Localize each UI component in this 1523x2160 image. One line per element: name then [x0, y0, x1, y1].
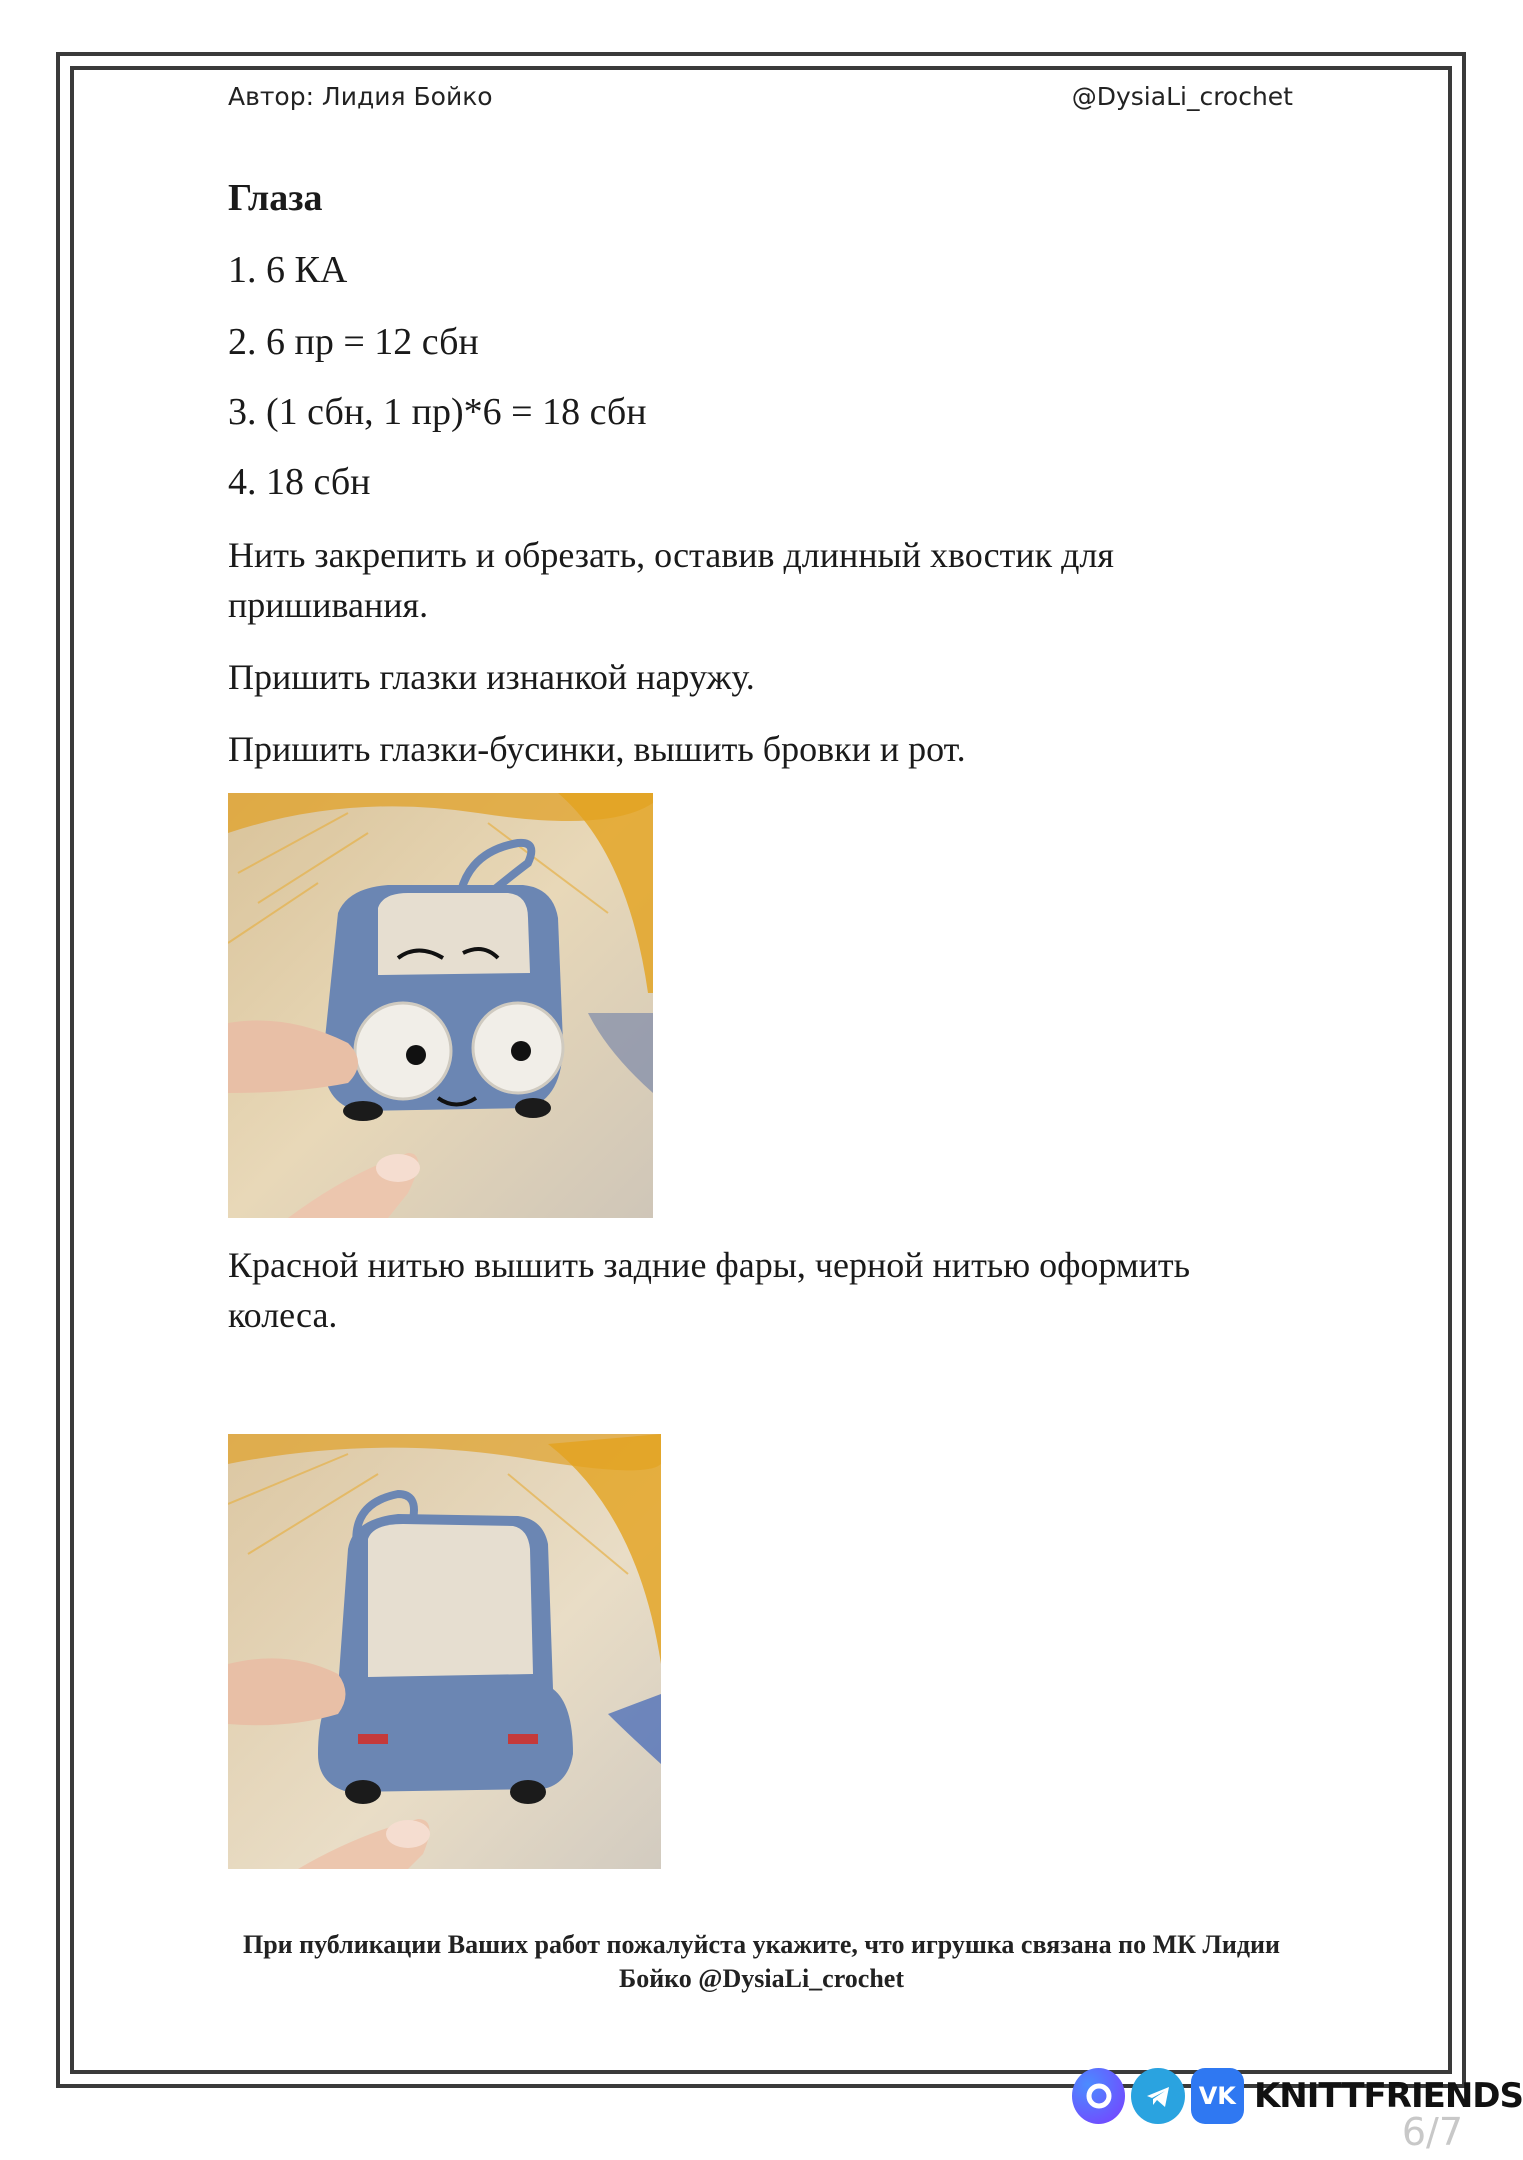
photo-car-back: [228, 1434, 661, 1869]
handle-label: @DysiaLi_crochet: [1071, 82, 1293, 111]
instruction-sew-eyes: Пришить глазки изнанкой наружу.: [228, 657, 755, 697]
max-icon: [1072, 2068, 1125, 2124]
instruction-lights-wheels: Красной нитью вышить задние фары, черной нитью оформить колеса.: [228, 1245, 1191, 1335]
telegram-icon: [1131, 2068, 1184, 2124]
author-label: Автор: Лидия Бойко: [228, 82, 493, 111]
page-number: 6/7: [1401, 2110, 1463, 2154]
photo-car-front: [228, 793, 653, 1218]
instruction-beads: Пришить глазки-бусинки, вышить бровки и рот.: [228, 729, 966, 769]
photo-car-front-image: [228, 793, 653, 1218]
vk-icon: VK: [1191, 2068, 1244, 2124]
step-3: 3. (1 сбн, 1 пр)*6 = 18 сбн: [228, 391, 647, 433]
section-title: Глаза: [228, 177, 323, 219]
step-1: 1. 6 КА: [228, 249, 348, 291]
photo-car-back-image: [228, 1434, 661, 1869]
publication-note: При публикации Ваших работ пожалуйста укажите, что игрушка связана по МК Лидии Бойко @DysiaLi_crochet: [242, 1930, 1281, 1993]
step-4: 4. 18 сбн: [228, 461, 371, 503]
brand-name: KNITTFRIENDS: [1253, 2076, 1523, 2116]
step-2: 2. 6 пр = 12 сбн: [228, 321, 479, 363]
instruction-fasten: Нить закрепить и обрезать, оставив длинный хвостик для пришивания.: [228, 535, 1114, 625]
